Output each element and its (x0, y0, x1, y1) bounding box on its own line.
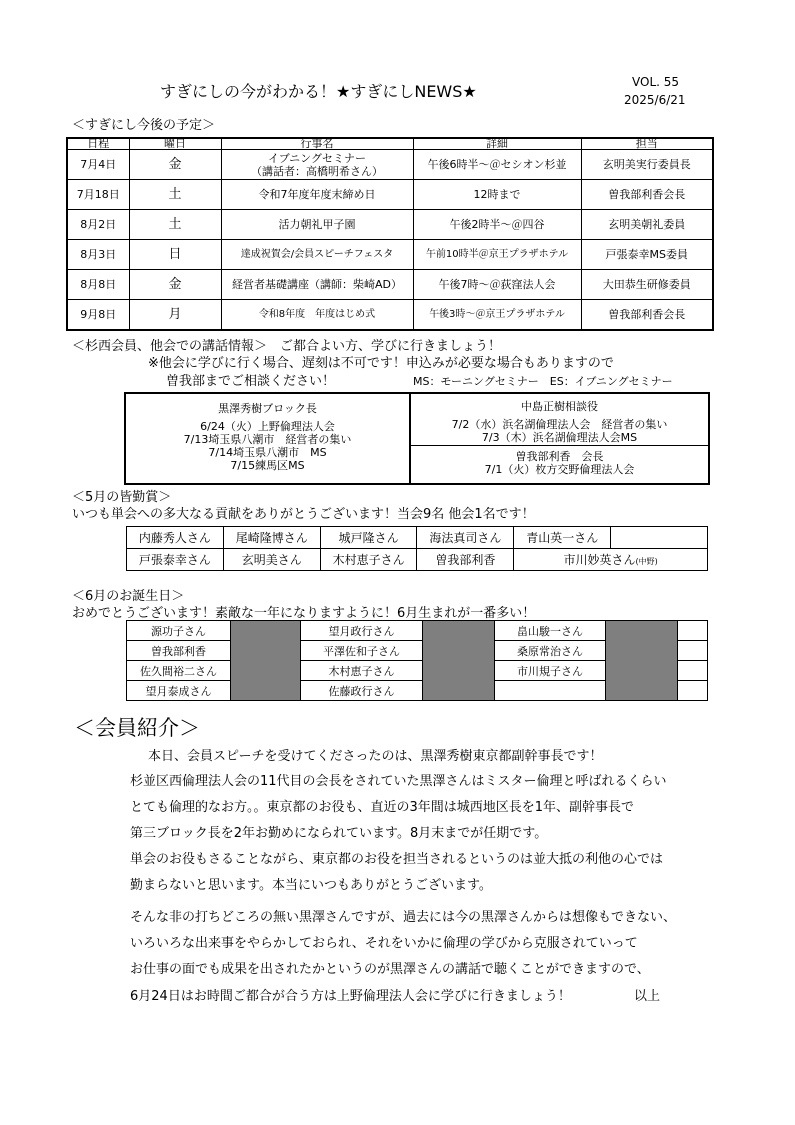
award-name: 木村恵子さん (320, 549, 417, 571)
event-speaker: （講話者：高橋明希さん） (251, 164, 383, 178)
birthday-name: 桑原常治さん (495, 641, 606, 661)
lecture-item: 6/24（火）上野倫理法人会 (200, 420, 335, 433)
birthday-name: 平澤佐和子さん (301, 641, 423, 661)
birthdays-table (126, 620, 708, 701)
row-owner: 曽我部利香会長 (581, 180, 713, 210)
awards-heading: ＜5月の皆勤賞＞ (72, 490, 172, 505)
row-event: 令和8年度 年度はじめ式 (221, 300, 413, 331)
birthday-name: 木村恵子さん (301, 661, 423, 681)
issue-date: 2025/6/21 (624, 93, 686, 107)
redacted-photo (423, 621, 495, 701)
award-name-text: 市川妙英さん (563, 553, 636, 567)
lecture-item: 7/3（木）浜名湖倫理法人会MS (481, 431, 638, 444)
intro-line: 6月24日はお時間ご都合が合う方は上野倫理法人会に学びに行きましょう！ (130, 989, 571, 1004)
row-owner: 大田恭生研修委員 (581, 270, 713, 300)
redacted-photo (606, 621, 678, 701)
row-owner: 曽我部利香会長 (581, 300, 713, 331)
row-day: 日 (129, 240, 221, 270)
lecture-item: 7/14埼玉県八潮市 MS (208, 446, 327, 459)
row-date: 7月4日 (67, 150, 129, 180)
intro-line: 杉並区西倫理法人会の11代目の会長をされていた黒澤さんはミスター倫理と呼ばれるくらい (130, 774, 667, 789)
event-name: イブニングセミナー (268, 151, 366, 165)
table-row (67, 300, 713, 331)
row-owner: 玄明美朝礼委員 (581, 210, 713, 240)
award-name (611, 527, 708, 549)
intro-line: とても倫理的なお方。。東京都のお役も、直近の3年間は城西地区長を1年、副幹事長で (130, 800, 635, 815)
lectures-heading: ＜杉西会員、他会での講話情報＞ ご都合よい方、学びに行きましょう！ (72, 339, 502, 354)
intro-line: 勤まらないと思います。本当にいつもありがとうございます。 (130, 878, 492, 893)
row-detail: 午後6時半～＠セシオン杉並 (413, 150, 581, 180)
row-date: 9月8日 (67, 300, 129, 331)
schedule-table (66, 137, 714, 331)
row-date: 8月3日 (67, 240, 129, 270)
intro-line: いろいろな出来事をやらかしておられ、それをいかに倫理の学びから克服されていって (130, 936, 638, 951)
table-row (127, 527, 708, 549)
intro-line: 本日、会員スピーチを受けてくださったのは、黒澤秀樹東京都副幹事長です！ (148, 749, 603, 764)
row-date: 8月8日 (67, 270, 129, 300)
award-note: (中野) (635, 557, 658, 566)
table-row (127, 549, 708, 571)
blank-cell (678, 641, 708, 661)
award-name: 内藤秀人さん (127, 527, 224, 549)
page-title: すぎにしの今がわかる！★すぎにしNEWS★ (160, 82, 477, 101)
table-row (67, 180, 713, 210)
row-owner: 玄明美実行委員長 (581, 150, 713, 180)
birthday-name: 望月泰成さん (127, 681, 231, 701)
lecture-box (124, 392, 710, 485)
lectures-note-1: ※他会に学びに行く場合、遅刻は不可です！申込みが必要な場合もありますので (148, 356, 614, 371)
birthday-name (495, 681, 606, 701)
row-event: 達成祝賀会/会員スピーチフェスタ (221, 240, 413, 270)
lectures-note-2: 曽我部までご相談ください！ (166, 374, 336, 389)
blank-cell (678, 681, 708, 701)
award-name: 戸張泰幸さん (127, 549, 224, 571)
table-row (67, 270, 713, 300)
col-header-owner: 担当 (581, 138, 713, 150)
lecture-right-top (411, 394, 708, 446)
row-event: 経営者基礎講座（講師：柴崎AD） (221, 270, 413, 300)
row-date: 8月2日 (67, 210, 129, 240)
row-day: 土 (129, 180, 221, 210)
birthday-name: 望月政行さん (301, 621, 423, 641)
birthday-name: 曽我部利香 (127, 641, 231, 661)
blank-cell (678, 621, 708, 641)
table-row (127, 621, 708, 641)
intro-line: 第三ブロック長を2年お勤めになられています。8月末までが任期です。 (130, 826, 548, 841)
row-event: 活力朝礼甲子園 (221, 210, 413, 240)
award-name: 尾崎隆博さん (223, 527, 320, 549)
awards-message: いつも単会への多大なる貢献をありがとうございます！当会9名 他会1名です！ (72, 507, 535, 522)
table-row (67, 210, 713, 240)
row-day: 金 (129, 270, 221, 300)
row-detail: 12時まで (413, 180, 581, 210)
lecture-item: 7/1（火）枚方交野倫理法人会 (484, 463, 635, 476)
birthdays-message: おめでとうございます！素敵な一年になりますように！6月生まれが一番多い！ (72, 606, 536, 621)
award-name: 海法真司さん (417, 527, 514, 549)
schedule-heading: ＜すぎにし今後の予定＞ (72, 118, 216, 133)
intro-line: そんな非の打ちどころの無い黒澤さんですが、過去には今の黒澤さんからは想像もできない、 (130, 910, 677, 925)
col-header-event: 行事名 (221, 138, 413, 150)
lecturer-name: 黒澤秀樹ブロック長 (218, 402, 317, 415)
birthday-name: 佐久間裕二さん (127, 661, 231, 681)
col-header-detail: 詳細 (413, 138, 581, 150)
lecture-item: 7/15練馬区MS (230, 459, 305, 472)
row-detail: 午後7時～＠荻窪法人会 (413, 270, 581, 300)
intro-line: 単会のお役もさることながら、東京都のお役を担当されるというのは並大抵の利他の心では (130, 852, 664, 867)
blank-cell (678, 661, 708, 681)
row-day: 金 (129, 150, 221, 180)
volume-number: VOL. 55 (632, 75, 680, 89)
intro-line: お仕事の面でも成果を出されたかというのが黒澤さんの講話で聴くことができますので、 (130, 962, 650, 977)
row-owner: 戸張泰幸MS委員 (581, 240, 713, 270)
award-name: 城戸隆さん (320, 527, 417, 549)
row-day: 月 (129, 300, 221, 331)
award-name: 玄明美さん (223, 549, 320, 571)
lecturer-name: 中島正樹相談役 (521, 400, 598, 413)
lecture-item: 7/2（水）浜名湖倫理法人会 経営者の集い (451, 418, 668, 431)
birthdays-heading: ＜6月のお誕生日＞ (72, 589, 185, 604)
row-detail: 午後3時～＠京王プラザホテル (413, 300, 581, 331)
lecturer-name: 曽我部利香 会長 (515, 450, 604, 463)
award-name: 曽我部利香 (417, 549, 514, 571)
award-name: 青山英一さん (514, 527, 611, 549)
redacted-photo (231, 621, 301, 701)
closing-text: 以上 (634, 989, 661, 1004)
birthday-name: 市川規子さん (495, 661, 606, 681)
col-header-date: 日程 (67, 138, 129, 150)
row-event (221, 150, 413, 180)
intro-heading: ＜会員紹介＞ (74, 716, 200, 740)
row-detail: 午前10時半＠京王プラザホテル (413, 240, 581, 270)
col-header-day: 曜日 (129, 138, 221, 150)
birthday-name: 佐藤政行さん (301, 681, 423, 701)
lecture-right-bottom (411, 447, 708, 483)
row-detail: 午後2時半～＠四谷 (413, 210, 581, 240)
birthday-name: 源功子さん (127, 621, 231, 641)
awards-table (126, 526, 708, 571)
birthday-name: 畠山駿一さん (495, 621, 606, 641)
table-row (67, 150, 713, 180)
row-date: 7月18日 (67, 180, 129, 210)
award-name (514, 549, 708, 571)
table-row (67, 240, 713, 270)
lecture-item: 7/13埼玉県八潮市 経営者の集い (183, 433, 352, 446)
row-day: 土 (129, 210, 221, 240)
lectures-legend: MS：モーニングセミナー ES：イブニングセミナー (413, 375, 673, 388)
lecture-left (126, 394, 411, 483)
row-event: 令和7年度年度末締め日 (221, 180, 413, 210)
